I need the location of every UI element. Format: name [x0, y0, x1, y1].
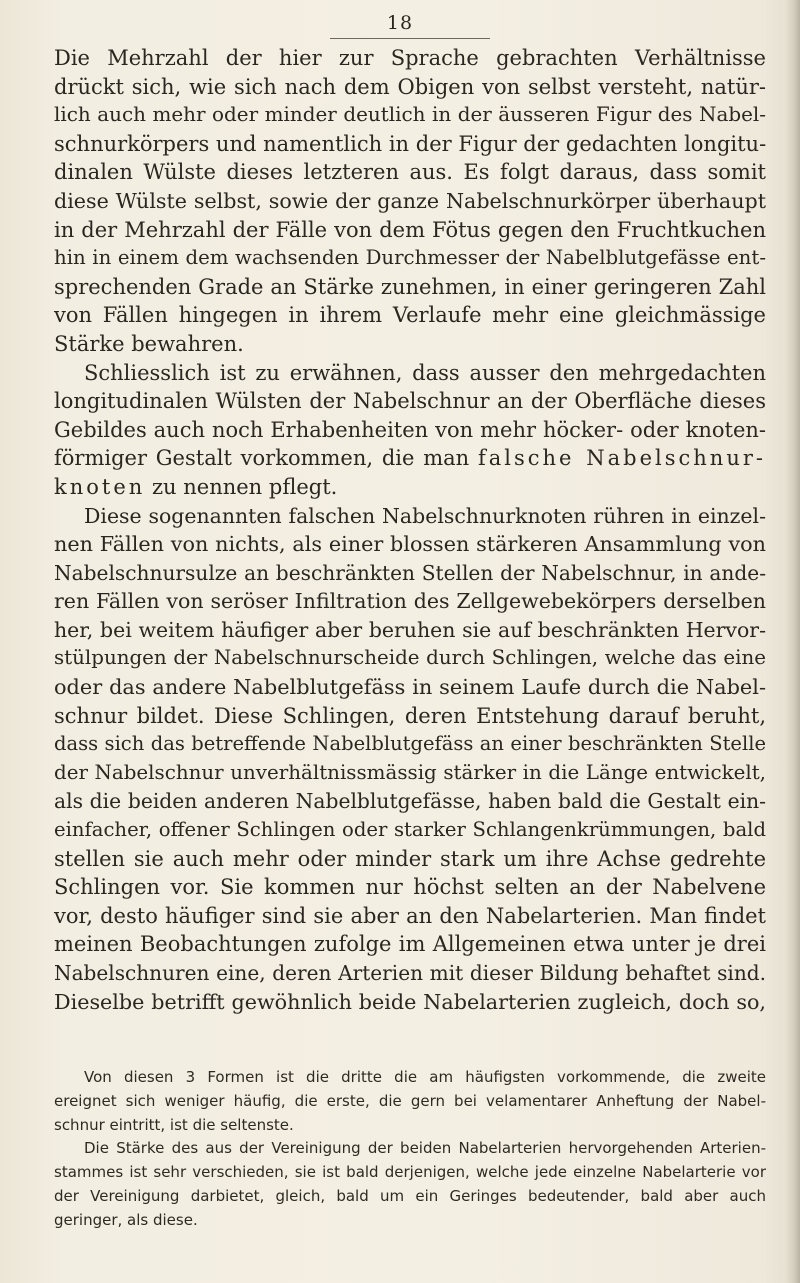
text-line: stellen sie auch mehr oder minder stark um ihre Achse gedrehte [54, 846, 766, 871]
main-text [54, 44, 766, 1016]
text-line: ren Fällen von seröser Infiltration des Zellgewebekörpers derselben [54, 589, 766, 614]
text-line: drückt sich, wie sich nach dem Obigen von selbst versteht, natür- [54, 74, 766, 99]
footnote-2 [54, 1137, 766, 1232]
text-line: Schliesslich ist zu erwähnen, dass ausser den mehrgedachten [84, 360, 766, 385]
text-line: longitudinalen Wülsten der Nabelschnur an der Oberfläche dieses [54, 389, 766, 414]
text-line: dass sich das betreffende Nabelblutgefäss an einer beschränkten Stelle [54, 732, 766, 756]
footnote-1 [54, 1066, 766, 1137]
text-line [54, 473, 766, 502]
text-line: Schlingen vor. Sie kommen nur höchst selten an der Nabelvene [54, 875, 766, 900]
emphasized-term: falsche Nabelschnur- [477, 446, 766, 471]
text-line: hin in einem dem wachsenden Durchmesser der Nabelblutgefässe ent- [54, 246, 766, 270]
text-line: Nabelschnursulze an beschränkten Stellen der Nabelschnur, in ande- [54, 560, 766, 585]
text-line: Dieselbe betrifft gewöhnlich beide Nabelarterien zugleich, doch so, [54, 989, 766, 1014]
text-line: diese Wülste selbst, sowie der ganze Nabelschnurkörper überhaupt [54, 188, 766, 213]
text-line: Stärke bewahren. [54, 331, 244, 356]
text-line: in der Mehrzahl der Fälle von dem Fötus gegen den Fruchtkuchen [54, 217, 766, 242]
page-number-rule [330, 38, 490, 39]
footnotes [54, 1066, 766, 1233]
text-line: schnurkörpers und namentlich in der Figur der gedachten longitu- [54, 131, 767, 156]
text-line: oder das andere Nabelblutgefäss in seinem Laufe durch die Nabel- [54, 675, 766, 700]
text-segment: zu nennen pflegt. [151, 474, 338, 499]
footnote-line: geringer, als diese. [54, 1210, 198, 1229]
text-line: Diese sogenannten falschen Nabelschnurknoten rühren in einzel- [84, 503, 766, 528]
footnote-line: schnur eintritt, ist die seltenste. [54, 1115, 294, 1134]
page-number: 18 [386, 12, 414, 34]
text-line: Nabelschnuren eine, deren Arterien mit dieser Bildung behaftet sind. [54, 961, 766, 985]
footnote-line: ereignet sich weniger häufig, die erste, die gern bei velamentarer Anheftung der Nabel- [54, 1091, 766, 1110]
text-line: meinen Beobachtungen zufolge im Allgemeinen etwa unter je drei [54, 932, 766, 957]
text-line: der Nabelschnur unverhältnissmässig stärker in die Länge entwickelt, [54, 760, 766, 784]
text-line: lich auch mehr oder minder deutlich in der äusseren Figur des Nabel- [54, 103, 766, 127]
text-line: einfacher, offener Schlingen oder starker Schlangenkrümmungen, bald [54, 818, 766, 842]
footnote-line: der Vereinigung darbietet, gleich, bald um ein Geringes bedeutender, bald aber auch [54, 1186, 766, 1205]
text-line: vor, desto häufiger sind sie aber an den Nabelarterien. Man findet [54, 903, 766, 928]
text-line [54, 444, 766, 473]
text-line: als die beiden anderen Nabelblutgefässe, haben bald die Gestalt ein- [54, 789, 766, 814]
text-line: stülpungen der Nabelschnurscheide durch Schlingen, welche das eine [54, 646, 766, 670]
text-line: her, bei weitem häufiger aber beruhen sie auf beschränkten Hervor- [54, 617, 766, 642]
text-line: nen Fällen von nichts, als einer blossen stärkeren Ansammlung von [54, 532, 766, 557]
text-line: Die Mehrzahl der hier zur Sprache gebrachten Verhältnisse [54, 46, 766, 70]
emphasized-term: knoten [54, 474, 146, 499]
text-line: dinalen Wülste dieses letzteren aus. Es folgt daraus, dass somit [54, 160, 766, 185]
text-line: schnur bildet. Diese Schlingen, deren Entstehung darauf beruht, [54, 703, 766, 728]
footnote-line: Von diesen 3 Formen ist die dritte die am häufigsten vorkommende, die zweite [84, 1068, 766, 1086]
footnote-line: stammes ist sehr verschieden, sie ist bald derjenigen, welche jede einzelne Nabelarterie vor [54, 1163, 766, 1182]
text-line: von Fällen hingegen in ihrem Verlaufe mehr eine gleichmässige [54, 303, 766, 328]
text-line: Gebildes auch noch Erhabenheiten von mehr höcker- oder knoten- [54, 417, 766, 442]
page-edge-shadow [786, 0, 800, 1283]
footnote-line: Die Stärke des aus der Vereinigung der beiden Nabelarterien hervorgehenden Arterien- [84, 1139, 766, 1158]
text-segment: förmiger Gestalt vorkommen, die man [54, 446, 470, 471]
text-line: sprechenden Grade an Stärke zunehmen, in einer geringeren Zahl [54, 274, 766, 299]
